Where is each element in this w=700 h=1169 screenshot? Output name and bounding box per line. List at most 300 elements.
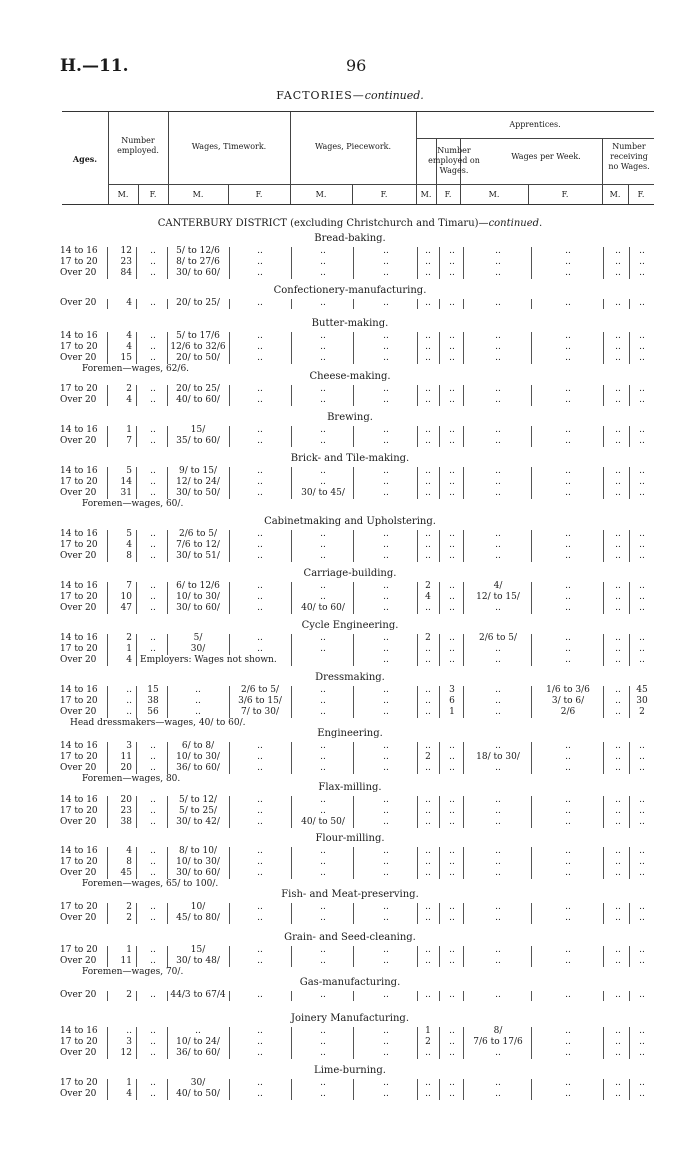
cell-nf: .. bbox=[150, 603, 156, 613]
cell-rf: .. bbox=[639, 795, 645, 805]
cell-awm: .. bbox=[495, 806, 501, 816]
cell-pf: .. bbox=[383, 707, 389, 717]
cell-awf: .. bbox=[565, 331, 571, 341]
table-row bbox=[0, 945, 700, 956]
cell-nf: .. bbox=[150, 488, 156, 498]
cell-af: .. bbox=[449, 752, 455, 762]
cell-nf: .. bbox=[150, 540, 156, 550]
cell-nm: 1 bbox=[126, 945, 132, 955]
cell-af: .. bbox=[449, 868, 455, 878]
cell-pf: .. bbox=[383, 696, 389, 706]
cell-awm: .. bbox=[495, 342, 501, 352]
cell-pf: .. bbox=[383, 298, 389, 308]
cell-af: .. bbox=[449, 540, 455, 550]
cell-af: .. bbox=[449, 1037, 455, 1047]
cell-nm: 4 bbox=[126, 1089, 132, 1099]
cell-af: .. bbox=[449, 817, 455, 827]
cell-pf: .. bbox=[383, 551, 389, 561]
cell-tf: .. bbox=[257, 763, 263, 773]
page-title bbox=[0, 89, 700, 102]
cell-pf: .. bbox=[383, 857, 389, 867]
cell-pm: .. bbox=[320, 540, 326, 550]
cell-age: 17 to 20 bbox=[60, 945, 98, 955]
cell-nf: .. bbox=[150, 1078, 156, 1088]
cell-am: 2 bbox=[425, 1037, 431, 1047]
cell-rf: .. bbox=[639, 644, 645, 654]
cell-rf: .. bbox=[639, 551, 645, 561]
cell-age: Over 20 bbox=[60, 868, 97, 878]
cell-awm: .. bbox=[495, 395, 501, 405]
cell-awf: .. bbox=[565, 1078, 571, 1088]
cell-awm: 12/ to 15/ bbox=[476, 592, 520, 602]
cell-nf: 56 bbox=[147, 707, 159, 717]
cell-af: .. bbox=[449, 257, 455, 267]
cell-am: .. bbox=[425, 488, 431, 498]
cell-awf: .. bbox=[565, 246, 571, 256]
cell-nm: 2 bbox=[126, 902, 132, 912]
cell-tf: .. bbox=[257, 806, 263, 816]
cell-tf: .. bbox=[257, 1026, 263, 1036]
cell-pm: .. bbox=[320, 956, 326, 966]
cell-nm: 11 bbox=[120, 956, 132, 966]
cell-rf: .. bbox=[639, 945, 645, 955]
cell-am: 1 bbox=[425, 1026, 431, 1036]
cell-pf: .. bbox=[383, 436, 389, 446]
cell-pf: .. bbox=[383, 902, 389, 912]
cell-af: .. bbox=[449, 298, 455, 308]
cell-af: .. bbox=[449, 436, 455, 446]
cell-am: .. bbox=[425, 956, 431, 966]
cell-age: 17 to 20 bbox=[60, 1078, 98, 1088]
cell-age: 14 to 16 bbox=[60, 795, 98, 805]
section-title: Carriage-building. bbox=[303, 568, 397, 579]
cell-af: .. bbox=[449, 466, 455, 476]
cell-nm: 23 bbox=[120, 257, 132, 267]
cell-tm: 20/ to 25/ bbox=[176, 384, 220, 394]
cell-tf: 3/6 to 15/ bbox=[238, 696, 282, 706]
cell-tf: .. bbox=[257, 425, 263, 435]
cell-age: 17 to 20 bbox=[60, 696, 98, 706]
cell-nf: 15 bbox=[147, 685, 159, 695]
table-row bbox=[0, 540, 700, 551]
cell-awf: .. bbox=[565, 603, 571, 613]
cell-age: 14 to 16 bbox=[60, 741, 98, 751]
section-note: Foremen—wages, 65/ to 100/. bbox=[82, 879, 219, 889]
cell-awm: .. bbox=[495, 477, 501, 487]
cell-tf: .. bbox=[257, 603, 263, 613]
cell-tm: .. bbox=[195, 1026, 201, 1036]
cell-am: .. bbox=[425, 990, 431, 1000]
cell-rm: .. bbox=[615, 298, 621, 308]
cell-pf: .. bbox=[383, 644, 389, 654]
cell-rf: .. bbox=[639, 246, 645, 256]
cell-tm: 30/ to 60/ bbox=[176, 268, 220, 278]
cell-awm: .. bbox=[495, 466, 501, 476]
cell-awm: 7/6 to 17/6 bbox=[473, 1037, 523, 1047]
cell-nm: 2 bbox=[126, 633, 132, 643]
table-row bbox=[0, 763, 700, 774]
cell-pf: .. bbox=[383, 257, 389, 267]
cell-age: Over 20 bbox=[60, 1089, 97, 1099]
header-m: M. bbox=[488, 190, 500, 199]
header-rule bbox=[108, 184, 654, 185]
cell-am: 4 bbox=[425, 592, 431, 602]
cell-am: .. bbox=[425, 246, 431, 256]
cell-tf: .. bbox=[257, 956, 263, 966]
cell-rm: .. bbox=[615, 342, 621, 352]
cell-tf: .. bbox=[257, 817, 263, 827]
cell-awm: .. bbox=[495, 257, 501, 267]
cell-af: .. bbox=[449, 331, 455, 341]
cell-tf: .. bbox=[257, 268, 263, 278]
cell-pm: .. bbox=[320, 685, 326, 695]
cell-rf: .. bbox=[639, 1026, 645, 1036]
table-row bbox=[0, 956, 700, 967]
cell-pm: .. bbox=[320, 331, 326, 341]
cell-tm: 30/ to 60/ bbox=[176, 603, 220, 613]
table-row bbox=[0, 425, 700, 436]
cell-rm: .. bbox=[615, 990, 621, 1000]
district-heading bbox=[0, 218, 700, 229]
cell-pf: .. bbox=[383, 868, 389, 878]
cell-awf: .. bbox=[565, 655, 571, 665]
header-ages: Ages. bbox=[72, 154, 98, 164]
cell-pm: 30/ to 45/ bbox=[301, 488, 345, 498]
section-title: Cheese-making. bbox=[309, 371, 391, 382]
cell-rf: .. bbox=[639, 603, 645, 613]
table-row bbox=[0, 795, 700, 806]
cell-awm: .. bbox=[495, 1078, 501, 1088]
cell-rf: .. bbox=[639, 384, 645, 394]
cell-nm: .. bbox=[126, 685, 132, 695]
cell-pm: .. bbox=[320, 395, 326, 405]
cell-rf: .. bbox=[639, 846, 645, 856]
cell-tm: .. bbox=[195, 685, 201, 695]
cell-am: .. bbox=[425, 741, 431, 751]
cell-nm: 1 bbox=[126, 425, 132, 435]
cell-awf: .. bbox=[565, 857, 571, 867]
section-title: Brick- and Tile-making. bbox=[290, 453, 410, 464]
cell-nm: 3 bbox=[126, 741, 132, 751]
cell-tm: 35/ to 60/ bbox=[176, 436, 220, 446]
cell-tf: .. bbox=[257, 902, 263, 912]
cell-tf: .. bbox=[257, 633, 263, 643]
cell-am: .. bbox=[425, 540, 431, 550]
cell-awf: .. bbox=[565, 342, 571, 352]
cell-nm: 12 bbox=[120, 1048, 132, 1058]
cell-pm: .. bbox=[320, 257, 326, 267]
cell-awf: .. bbox=[565, 741, 571, 751]
cell-am: .. bbox=[425, 529, 431, 539]
cell-awf: .. bbox=[565, 945, 571, 955]
cell-af: .. bbox=[449, 1026, 455, 1036]
cell-am: .. bbox=[425, 268, 431, 278]
cell-pm: .. bbox=[320, 342, 326, 352]
cell-rf: .. bbox=[639, 331, 645, 341]
cell-awf: .. bbox=[565, 298, 571, 308]
cell-nf: .. bbox=[150, 268, 156, 278]
cell-pm: .. bbox=[320, 913, 326, 923]
cell-tm: 2/6 to 5/ bbox=[179, 529, 217, 539]
cell-span-note: Employers: Wages not shown. bbox=[140, 655, 277, 665]
cell-tf: .. bbox=[257, 846, 263, 856]
cell-rm: .. bbox=[615, 466, 621, 476]
cell-rm: .. bbox=[615, 696, 621, 706]
cell-nm: 4 bbox=[126, 342, 132, 352]
cell-pm: .. bbox=[320, 1037, 326, 1047]
cell-af: .. bbox=[449, 384, 455, 394]
cell-rm: .. bbox=[615, 592, 621, 602]
cell-af: .. bbox=[449, 846, 455, 856]
district-continued: continued. bbox=[488, 218, 543, 229]
cell-tf: .. bbox=[257, 1048, 263, 1058]
cell-pf: .. bbox=[383, 990, 389, 1000]
cell-pm: .. bbox=[320, 1089, 326, 1099]
cell-nf: 38 bbox=[147, 696, 159, 706]
cell-awm: .. bbox=[495, 817, 501, 827]
cell-nf: .. bbox=[150, 956, 156, 966]
table-row bbox=[0, 1078, 700, 1089]
cell-awf: .. bbox=[565, 633, 571, 643]
cell-rf: .. bbox=[639, 1048, 645, 1058]
cell-rm: .. bbox=[615, 1037, 621, 1047]
cell-awm: .. bbox=[495, 529, 501, 539]
cell-awf: .. bbox=[565, 353, 571, 363]
cell-nf: .. bbox=[150, 592, 156, 602]
cell-rm: .. bbox=[615, 529, 621, 539]
cell-awf: .. bbox=[565, 436, 571, 446]
header-m: M. bbox=[609, 190, 621, 199]
cell-rf: .. bbox=[639, 1037, 645, 1047]
cell-am: .. bbox=[425, 945, 431, 955]
cell-nf: .. bbox=[150, 395, 156, 405]
cell-rf: .. bbox=[639, 592, 645, 602]
cell-awm: .. bbox=[495, 902, 501, 912]
cell-af: .. bbox=[449, 1048, 455, 1058]
cell-am: .. bbox=[425, 655, 431, 665]
table-row bbox=[0, 913, 700, 924]
cell-awf: .. bbox=[565, 644, 571, 654]
cell-rm: .. bbox=[615, 752, 621, 762]
cell-nf: .. bbox=[150, 868, 156, 878]
cell-af: .. bbox=[449, 1089, 455, 1099]
cell-rf: .. bbox=[639, 990, 645, 1000]
cell-age: Over 20 bbox=[60, 817, 97, 827]
cell-pf: .. bbox=[383, 331, 389, 341]
cell-am: .. bbox=[425, 331, 431, 341]
cell-rm: .. bbox=[615, 817, 621, 827]
cell-awf: .. bbox=[565, 268, 571, 278]
cell-tf: .. bbox=[257, 644, 263, 654]
cell-tm: 10/ to 30/ bbox=[176, 592, 220, 602]
cell-tf: .. bbox=[257, 298, 263, 308]
cell-awf: 2/6 bbox=[560, 707, 576, 717]
cell-tm: 44/3 to 67/4 bbox=[170, 990, 226, 1000]
cell-nm: 84 bbox=[120, 268, 132, 278]
cell-nf: .. bbox=[150, 1048, 156, 1058]
cell-nf: .. bbox=[150, 581, 156, 591]
cell-rf: .. bbox=[639, 466, 645, 476]
cell-pm: .. bbox=[320, 298, 326, 308]
cell-tf: .. bbox=[257, 1037, 263, 1047]
cell-awm: .. bbox=[495, 603, 501, 613]
cell-pf: .. bbox=[383, 795, 389, 805]
cell-am: .. bbox=[425, 795, 431, 805]
table-row bbox=[0, 488, 700, 499]
cell-awm: .. bbox=[495, 298, 501, 308]
header-f: F. bbox=[561, 190, 569, 199]
cell-awm: 4/ bbox=[493, 581, 503, 591]
cell-af: .. bbox=[449, 246, 455, 256]
cell-nf: .. bbox=[150, 1037, 156, 1047]
section-title: Bread-baking. bbox=[314, 233, 386, 244]
cell-awf: .. bbox=[565, 592, 571, 602]
cell-awf: .. bbox=[565, 1048, 571, 1058]
cell-tm: 10/ to 30/ bbox=[176, 857, 220, 867]
cell-age: Over 20 bbox=[60, 488, 97, 498]
cell-tm: 8/ to 10/ bbox=[179, 846, 217, 856]
cell-pm: .. bbox=[320, 741, 326, 751]
cell-nf: .. bbox=[150, 846, 156, 856]
cell-pm: .. bbox=[320, 795, 326, 805]
table-row bbox=[0, 868, 700, 879]
cell-age: Over 20 bbox=[60, 655, 97, 665]
cell-pm: .. bbox=[320, 990, 326, 1000]
cell-af: .. bbox=[449, 741, 455, 751]
cell-nm: 20 bbox=[120, 795, 132, 805]
table-row bbox=[0, 990, 700, 1001]
cell-rm: .. bbox=[615, 395, 621, 405]
cell-awf: .. bbox=[565, 795, 571, 805]
cell-awm: .. bbox=[495, 990, 501, 1000]
cell-rm: .. bbox=[615, 806, 621, 816]
header-app-wages-week: Wages per Week. bbox=[511, 152, 581, 161]
cell-tf: .. bbox=[257, 795, 263, 805]
cell-age: Over 20 bbox=[60, 436, 97, 446]
cell-age: 14 to 16 bbox=[60, 466, 98, 476]
header-m: M. bbox=[315, 190, 327, 199]
cell-age: Over 20 bbox=[60, 603, 97, 613]
cell-pf: .. bbox=[383, 395, 389, 405]
cell-rf: 2 bbox=[639, 707, 645, 717]
cell-pm: .. bbox=[320, 551, 326, 561]
cell-rm: .. bbox=[615, 353, 621, 363]
cell-af: 1 bbox=[449, 707, 455, 717]
cell-rm: .. bbox=[615, 868, 621, 878]
cell-rm: .. bbox=[615, 644, 621, 654]
cell-awf: .. bbox=[565, 395, 571, 405]
cell-rm: .. bbox=[615, 741, 621, 751]
table-row bbox=[0, 395, 700, 406]
cell-am: .. bbox=[425, 395, 431, 405]
cell-pf: .. bbox=[383, 540, 389, 550]
cell-nf: .. bbox=[150, 466, 156, 476]
cell-age: 14 to 16 bbox=[60, 529, 98, 539]
table-row bbox=[0, 752, 700, 763]
cell-tf: .. bbox=[257, 1089, 263, 1099]
cell-awf: .. bbox=[565, 806, 571, 816]
cell-nf: .. bbox=[150, 763, 156, 773]
cell-age: Over 20 bbox=[60, 353, 97, 363]
table-row bbox=[0, 817, 700, 828]
cell-tm: 7/6 to 12/ bbox=[176, 540, 220, 550]
cell-nm: 4 bbox=[126, 298, 132, 308]
cell-am: .. bbox=[425, 644, 431, 654]
cell-pm: .. bbox=[320, 902, 326, 912]
cell-am: .. bbox=[425, 696, 431, 706]
cell-awf: .. bbox=[565, 529, 571, 539]
cell-pf: .. bbox=[383, 685, 389, 695]
cell-tf: .. bbox=[257, 945, 263, 955]
cell-awm: 2/6 to 5/ bbox=[479, 633, 517, 643]
cell-tm: 15/ bbox=[190, 425, 206, 435]
cell-nm: 14 bbox=[120, 477, 132, 487]
cell-am: 2 bbox=[425, 752, 431, 762]
cell-rm: .. bbox=[615, 246, 621, 256]
header-f: F. bbox=[380, 190, 388, 199]
cell-pm: .. bbox=[320, 846, 326, 856]
cell-pf: .. bbox=[383, 752, 389, 762]
cell-tf: .. bbox=[257, 395, 263, 405]
cell-rf: .. bbox=[639, 956, 645, 966]
cell-am: .. bbox=[425, 817, 431, 827]
cell-age: 14 to 16 bbox=[60, 331, 98, 341]
cell-af: .. bbox=[449, 425, 455, 435]
cell-nm: 11 bbox=[120, 752, 132, 762]
cell-tm: 5/ to 25/ bbox=[179, 806, 217, 816]
cell-nm: 4 bbox=[126, 655, 132, 665]
cell-age: 14 to 16 bbox=[60, 1026, 98, 1036]
cell-nm: 4 bbox=[126, 540, 132, 550]
cell-nm: 8 bbox=[126, 857, 132, 867]
cell-pm: .. bbox=[320, 857, 326, 867]
cell-af: .. bbox=[449, 342, 455, 352]
section-note: Foremen—wages, 70/. bbox=[82, 967, 184, 977]
cell-pm: .. bbox=[320, 696, 326, 706]
cell-rm: .. bbox=[615, 902, 621, 912]
cell-tm: 10/ to 24/ bbox=[176, 1037, 220, 1047]
cell-af: .. bbox=[449, 945, 455, 955]
cell-awm: .. bbox=[495, 913, 501, 923]
cell-age: Over 20 bbox=[60, 990, 97, 1000]
table-row bbox=[0, 342, 700, 353]
cell-tm: 8/ to 27/6 bbox=[176, 257, 220, 267]
cell-nm: 23 bbox=[120, 806, 132, 816]
cell-rf: 45 bbox=[636, 685, 648, 695]
cell-tm: 12/6 to 32/6 bbox=[170, 342, 226, 352]
cell-nm: 38 bbox=[120, 817, 132, 827]
cell-pf: .. bbox=[383, 806, 389, 816]
cell-tf: .. bbox=[257, 384, 263, 394]
cell-rf: .. bbox=[639, 752, 645, 762]
cell-pm: .. bbox=[320, 466, 326, 476]
table-row bbox=[0, 436, 700, 447]
cell-rm: .. bbox=[615, 488, 621, 498]
cell-awm: .. bbox=[495, 551, 501, 561]
section-title: Brewing. bbox=[327, 412, 373, 423]
cell-tf: .. bbox=[257, 857, 263, 867]
cell-awm: .. bbox=[495, 868, 501, 878]
cell-af: 3 bbox=[449, 685, 455, 695]
cell-awm: .. bbox=[495, 436, 501, 446]
cell-nm: 1 bbox=[126, 644, 132, 654]
cell-pm: .. bbox=[320, 1078, 326, 1088]
cell-nm: 4 bbox=[126, 846, 132, 856]
cell-nm: 8 bbox=[126, 551, 132, 561]
cell-pm: .. bbox=[320, 477, 326, 487]
cell-am: 2 bbox=[425, 581, 431, 591]
cell-tf: .. bbox=[257, 331, 263, 341]
